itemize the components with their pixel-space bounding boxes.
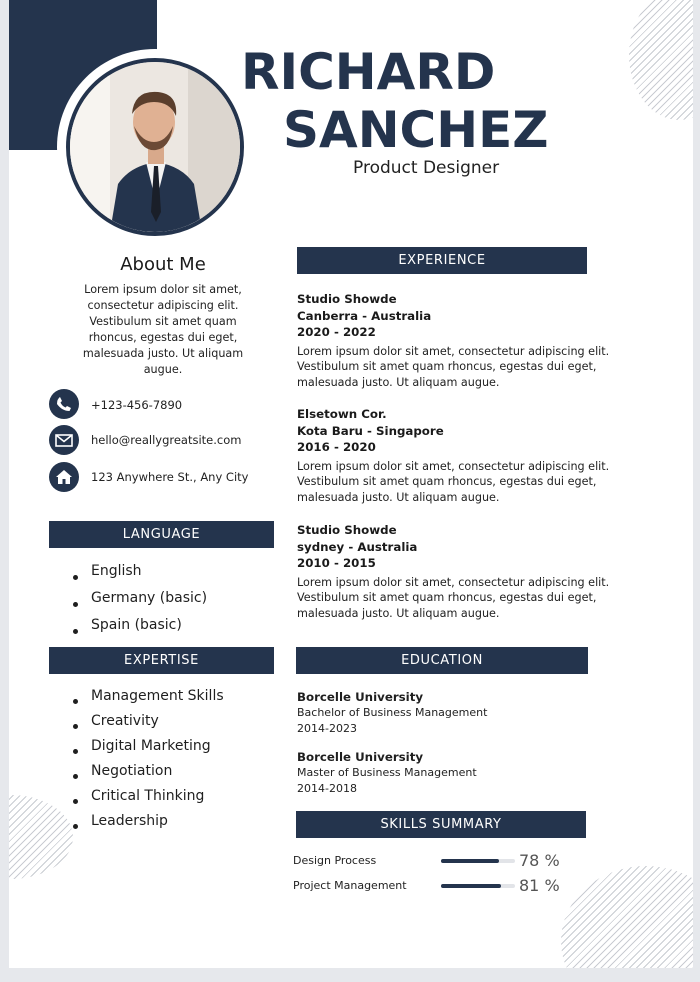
description-line: malesuada justo. Ut aliquam augue. <box>297 375 500 389</box>
job-description <box>297 344 617 391</box>
company-name: Studio Showde <box>297 292 397 306</box>
first-name: RICHARD <box>241 43 496 101</box>
phone-icon <box>49 389 79 419</box>
experience-entry <box>297 522 617 621</box>
description-line: Vestibulum sit amet quam rhoncus, egestas dui eget, <box>297 360 597 373</box>
description-line: Lorem ipsum dolor sit amet, consectetur adipiscing elit. <box>297 575 610 589</box>
list-item: Leadership <box>69 813 224 838</box>
list-item: Germany (basic) <box>69 590 207 617</box>
about-text <box>61 282 265 378</box>
list-item: Negotiation <box>69 763 224 788</box>
company-location: Canberra - Australia <box>297 308 432 323</box>
school-name: Borcelle University <box>297 690 424 704</box>
job-description <box>297 459 617 506</box>
language-heading: LANGUAGE <box>49 521 274 548</box>
degree: Bachelor of Business Management <box>297 706 488 719</box>
company-name: Elsetown Cor. <box>297 407 387 421</box>
company-location: sydney - Australia <box>297 539 418 554</box>
skill-percent: 78 % <box>519 851 560 870</box>
phone-number[interactable]: +123-456-7890 <box>91 398 183 412</box>
education-years: 2014-2023 <box>297 722 357 735</box>
list-item: Management Skills <box>69 688 224 713</box>
skill-bar <box>441 859 515 863</box>
education-entry <box>297 689 597 737</box>
about-line: rhoncus, egestas dui eget, <box>88 331 238 344</box>
education-entry <box>297 749 597 797</box>
mail-icon <box>49 425 79 455</box>
about-line: augue. <box>143 363 183 376</box>
list-item: Creativity <box>69 713 224 738</box>
about-line: consectetur adipiscing elit. <box>87 299 239 312</box>
last-name: SANCHEZ <box>283 101 549 159</box>
school-name: Borcelle University <box>297 750 424 764</box>
expertise-heading: EXPERTISE <box>49 647 274 674</box>
skill-bar <box>441 884 515 888</box>
employment-years: 2010 - 2015 <box>297 556 376 570</box>
about-heading: About Me <box>120 254 206 275</box>
education-years: 2014-2018 <box>297 782 357 795</box>
company-name: Studio Showde <box>297 523 397 537</box>
skill-label: Design Process <box>293 854 377 867</box>
skills-heading: SKILLS SUMMARY <box>296 811 586 838</box>
portrait-image <box>70 62 240 232</box>
about-line: malesuada justo. Ut aliquam <box>82 347 244 360</box>
home-icon <box>49 462 79 492</box>
email-address[interactable]: hello@reallygreatsite.com <box>91 433 242 447</box>
resume-page <box>9 0 693 968</box>
skill-label: Project Management <box>293 879 407 892</box>
description-line: malesuada justo. Ut aliquam augue. <box>297 490 500 504</box>
job-description <box>297 575 617 622</box>
list-item: Critical Thinking <box>69 788 224 813</box>
language-list <box>69 563 207 644</box>
skill-bar-fill <box>441 859 499 863</box>
hatched-circle-bottom-left <box>9 795 73 879</box>
profile-photo <box>66 58 244 236</box>
employment-years: 2020 - 2022 <box>297 325 376 339</box>
experience-heading: EXPERIENCE <box>297 247 587 274</box>
company-location: Kota Baru - Singapore <box>297 423 444 438</box>
job-title: Product Designer <box>353 158 500 178</box>
list-item: Digital Marketing <box>69 738 224 763</box>
description-line: Vestibulum sit amet quam rhoncus, egestas dui eget, <box>297 591 597 604</box>
description-line: malesuada justo. Ut aliquam augue. <box>297 606 500 620</box>
expertise-list <box>69 688 224 838</box>
experience-entry <box>297 406 617 505</box>
description-line: Vestibulum sit amet quam rhoncus, egestas dui eget, <box>297 475 597 488</box>
about-line: Lorem ipsum dolor sit amet, <box>84 283 242 296</box>
experience-entry <box>297 291 617 390</box>
employment-years: 2016 - 2020 <box>297 440 376 454</box>
skill-bar-fill <box>441 884 501 888</box>
education-heading: EDUCATION <box>296 647 588 674</box>
description-line: Lorem ipsum dolor sit amet, consectetur adipiscing elit. <box>297 459 610 473</box>
address: 123 Anywhere St., Any City <box>91 470 249 484</box>
about-line: Vestibulum sit amet quam <box>89 315 237 328</box>
skill-percent: 81 % <box>519 876 560 895</box>
degree: Master of Business Management <box>297 766 477 779</box>
list-item: Spain (basic) <box>69 617 207 644</box>
description-line: Lorem ipsum dolor sit amet, consectetur adipiscing elit. <box>297 344 610 358</box>
hatched-circle-bottom-right <box>561 866 693 968</box>
hatched-circle-top-right <box>629 0 693 120</box>
list-item: English <box>69 563 207 590</box>
